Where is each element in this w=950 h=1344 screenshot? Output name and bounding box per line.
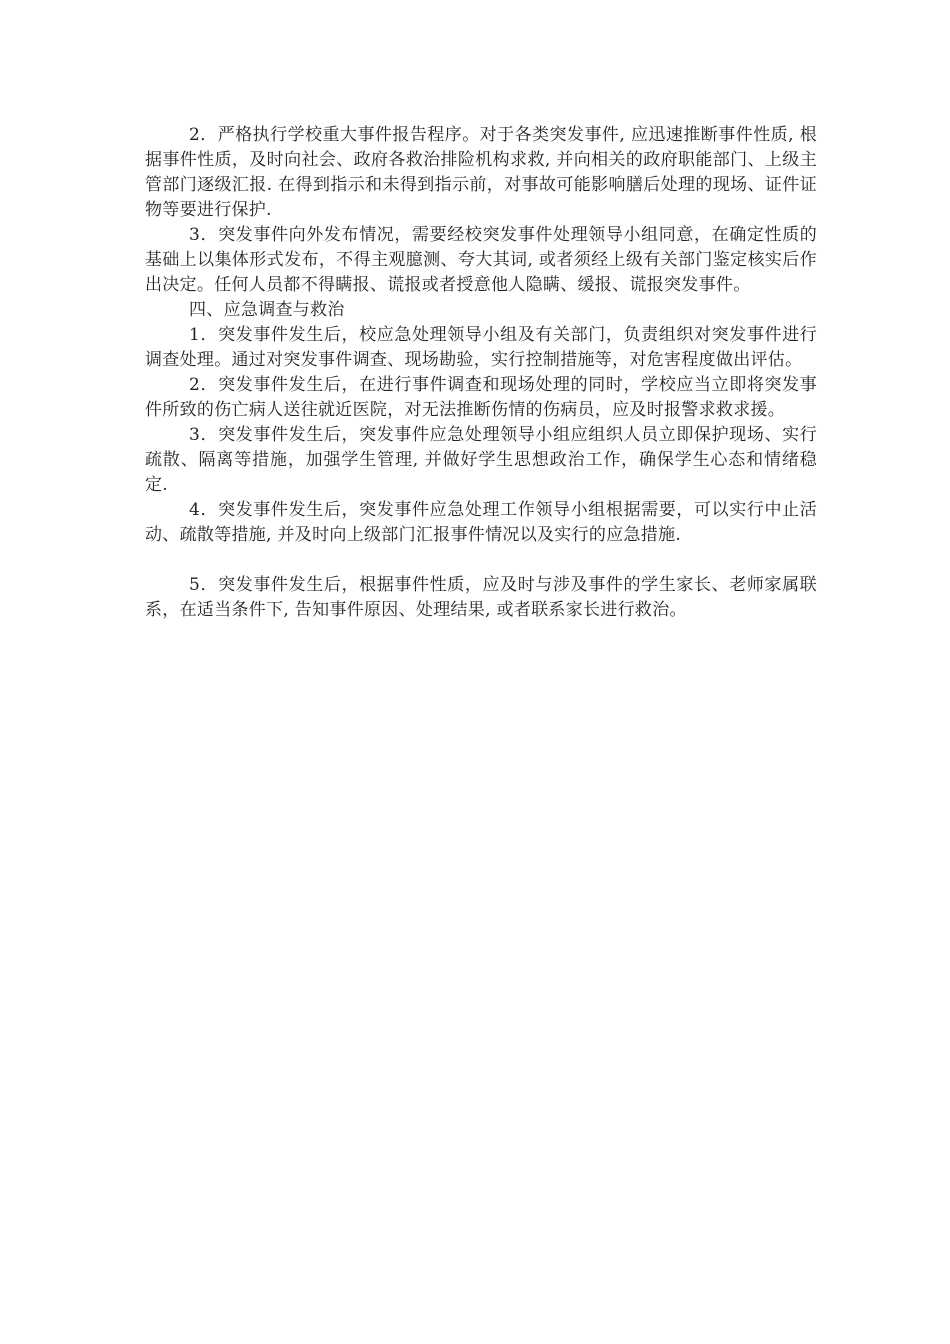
paragraph-release-information: 3．突发事件向外发布情况，需要经校突发事件处理领导小组同意，在确定性质的基础上以集体形式发布，不得主观臆测、夸大其词, 或者须经上级有关部门鉴定核实后作出决定。任何人员都不得瞒报、谎报或者授意他人隐瞒、缓报、谎报突发事件。 [145,225,817,295]
paragraph-suspend-activities: 4．突发事件发生后，突发事件应急处理工作领导小组根据需要，可以实行中止活动、疏散等措施, 并及时向上级部门汇报事件情况以及实行的应急措施. [145,500,817,545]
paragraph-investigation: 1．突发事件发生后，校应急处理领导小组及有关部门，负责组织对突发事件进行调查处理。通过对突发事件调查、现场勘验，实行控制措施等，对危害程度做出评估。 [145,325,817,370]
paragraph-scene-protection: 3．突发事件发生后，突发事件应急处理领导小组应组织人员立即保护现场、实行疏散、隔离等措施，加强学生管理, 并做好学生思想政治工作，确保学生心态和情绪稳定. [145,425,817,495]
document-body [145,123,817,623]
section-heading: 四、应急调查与救治 [189,300,345,320]
paragraph-contact-parents: 5．突发事件发生后，根据事件性质，应及时与涉及事件的学生家长、老师家属联系，在适当条件下, 告知事件原因、处理结果, 或者联系家长进行救治。 [145,575,817,620]
paragraph-report-procedure: 2．严格执行学校重大事件报告程序。对于各类突发事件, 应迅速推断事件性质, 根据事件性质，及时向社会、政府各救治排险机构求救, 并向相关的政府职能部门、上级主管部门逐级汇报. 在得到指示和未得到指示前，对事故可能影响膳后处理的现场、证件证物等要进行保护. [145,125,817,220]
paragraph-hospital-transfer: 2．突发事件发生后，在进行事件调查和现场处理的同时，学校应当立即将突发事件所致的伤亡病人送往就近医院，对无法推断伤情的伤病员，应及时报警求救求援。 [145,375,817,420]
